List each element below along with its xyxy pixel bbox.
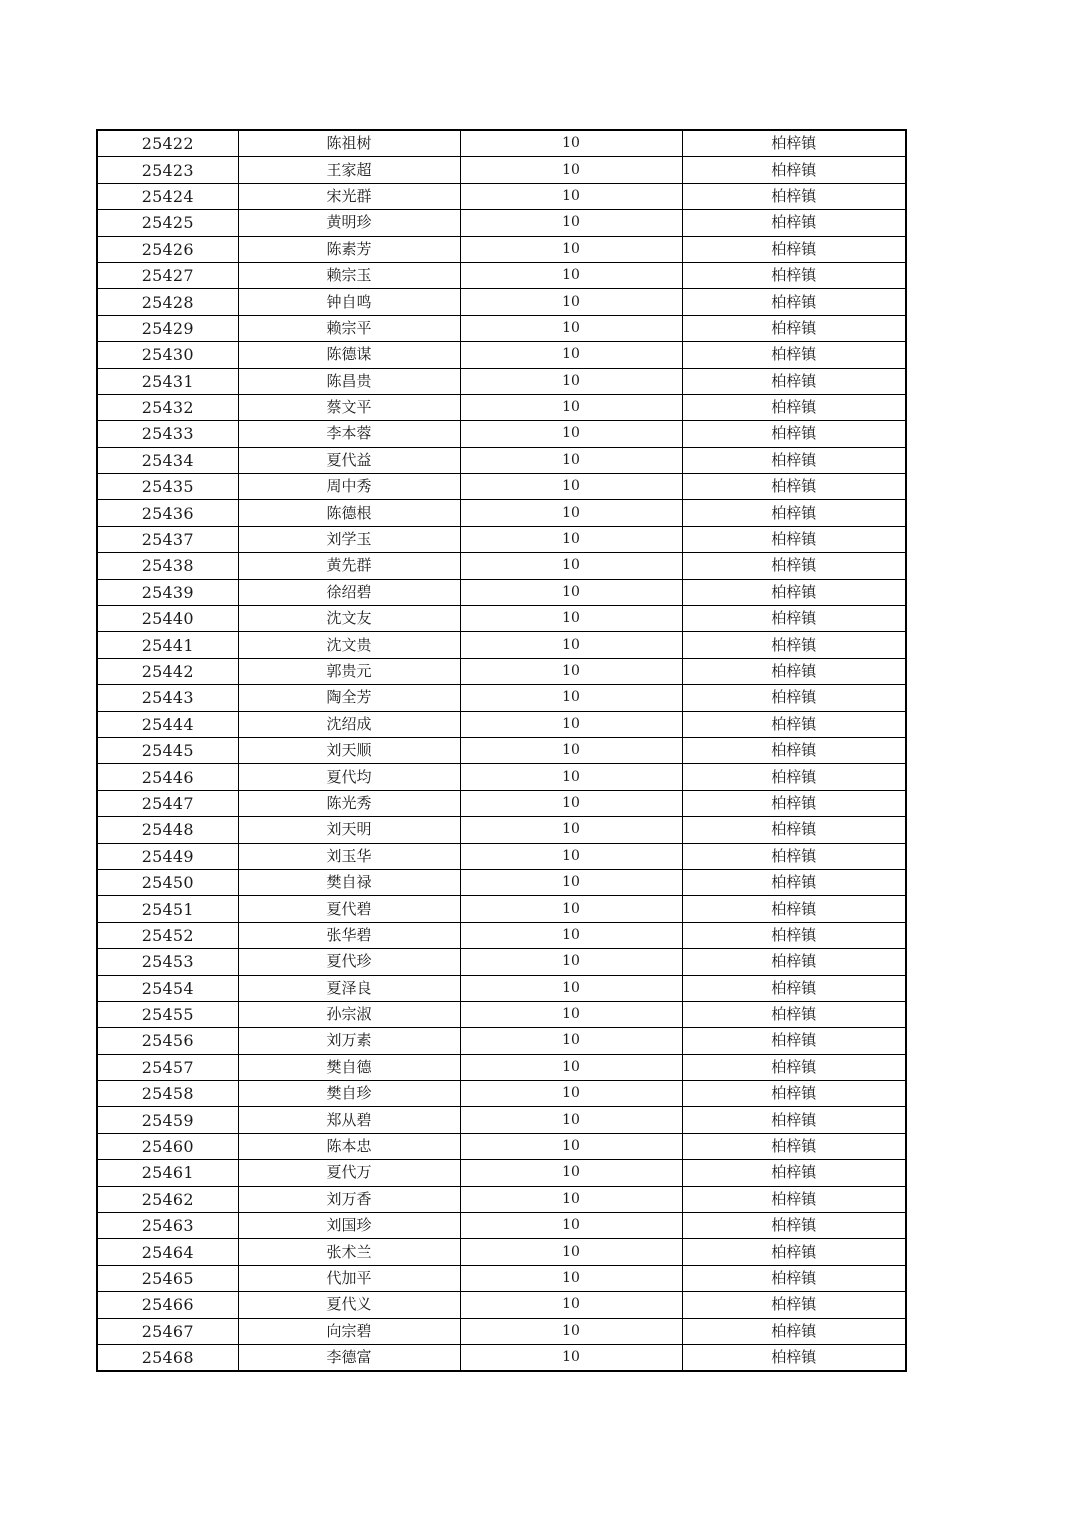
cell-amount: 10 xyxy=(460,1344,682,1371)
cell-name: 樊自禄 xyxy=(238,869,460,895)
cell-name: 张华碧 xyxy=(238,922,460,948)
cell-name: 沈文友 xyxy=(238,606,460,632)
cell-town: 柏梓镇 xyxy=(682,289,906,315)
cell-name: 陶全芳 xyxy=(238,685,460,711)
cell-amount: 10 xyxy=(460,342,682,368)
cell-town: 柏梓镇 xyxy=(682,790,906,816)
cell-name: 钟自鸣 xyxy=(238,289,460,315)
cell-amount: 10 xyxy=(460,183,682,209)
cell-name: 刘国珍 xyxy=(238,1213,460,1239)
cell-id: 25430 xyxy=(97,342,238,368)
cell-id: 25462 xyxy=(97,1186,238,1212)
cell-town: 柏梓镇 xyxy=(682,632,906,658)
cell-id: 25459 xyxy=(97,1107,238,1133)
cell-name: 周中秀 xyxy=(238,474,460,500)
cell-name: 沈文贵 xyxy=(238,632,460,658)
cell-name: 夏代碧 xyxy=(238,896,460,922)
cell-name: 赖宗玉 xyxy=(238,262,460,288)
cell-id: 25423 xyxy=(97,157,238,183)
cell-amount: 10 xyxy=(460,1213,682,1239)
cell-id: 25444 xyxy=(97,711,238,737)
cell-town: 柏梓镇 xyxy=(682,342,906,368)
table-row xyxy=(97,685,906,711)
table-row xyxy=(97,1292,906,1318)
cell-town: 柏梓镇 xyxy=(682,606,906,632)
cell-town: 柏梓镇 xyxy=(682,553,906,579)
cell-amount: 10 xyxy=(460,843,682,869)
table-row xyxy=(97,342,906,368)
cell-id: 25425 xyxy=(97,210,238,236)
cell-name: 夏泽良 xyxy=(238,975,460,1001)
table-row xyxy=(97,790,906,816)
table-row xyxy=(97,1133,906,1159)
cell-id: 25422 xyxy=(97,130,238,157)
cell-town: 柏梓镇 xyxy=(682,711,906,737)
cell-town: 柏梓镇 xyxy=(682,1344,906,1371)
cell-name: 郭贵元 xyxy=(238,658,460,684)
cell-id: 25443 xyxy=(97,685,238,711)
cell-name: 王家超 xyxy=(238,157,460,183)
table-row xyxy=(97,262,906,288)
cell-name: 徐绍碧 xyxy=(238,579,460,605)
cell-amount: 10 xyxy=(460,975,682,1001)
cell-amount: 10 xyxy=(460,817,682,843)
table-row xyxy=(97,1001,906,1027)
table-row xyxy=(97,817,906,843)
cell-amount: 10 xyxy=(460,1160,682,1186)
cell-id: 25467 xyxy=(97,1318,238,1344)
table-row xyxy=(97,1265,906,1291)
cell-amount: 10 xyxy=(460,394,682,420)
cell-amount: 10 xyxy=(460,711,682,737)
cell-town: 柏梓镇 xyxy=(682,843,906,869)
table-row xyxy=(97,421,906,447)
cell-name: 陈德根 xyxy=(238,500,460,526)
cell-id: 25457 xyxy=(97,1054,238,1080)
table-row xyxy=(97,1186,906,1212)
table-row xyxy=(97,553,906,579)
cell-town: 柏梓镇 xyxy=(682,1028,906,1054)
cell-amount: 10 xyxy=(460,474,682,500)
table-row xyxy=(97,579,906,605)
table-row xyxy=(97,130,906,157)
cell-town: 柏梓镇 xyxy=(682,1160,906,1186)
cell-id: 25431 xyxy=(97,368,238,394)
cell-name: 赖宗平 xyxy=(238,315,460,341)
cell-town: 柏梓镇 xyxy=(682,315,906,341)
cell-amount: 10 xyxy=(460,1292,682,1318)
cell-id: 25433 xyxy=(97,421,238,447)
cell-name: 刘学玉 xyxy=(238,526,460,552)
cell-amount: 10 xyxy=(460,421,682,447)
cell-amount: 10 xyxy=(460,685,682,711)
cell-id: 25455 xyxy=(97,1001,238,1027)
cell-amount: 10 xyxy=(460,606,682,632)
cell-town: 柏梓镇 xyxy=(682,922,906,948)
cell-town: 柏梓镇 xyxy=(682,1133,906,1159)
cell-name: 黄明珍 xyxy=(238,210,460,236)
table-row xyxy=(97,632,906,658)
table-row xyxy=(97,447,906,473)
cell-amount: 10 xyxy=(460,658,682,684)
cell-amount: 10 xyxy=(460,764,682,790)
cell-amount: 10 xyxy=(460,553,682,579)
data-table xyxy=(96,129,907,1372)
cell-id: 25466 xyxy=(97,1292,238,1318)
table-body xyxy=(97,130,906,1371)
cell-town: 柏梓镇 xyxy=(682,157,906,183)
table-row xyxy=(97,764,906,790)
cell-amount: 10 xyxy=(460,1133,682,1159)
cell-town: 柏梓镇 xyxy=(682,1265,906,1291)
table-row xyxy=(97,843,906,869)
cell-amount: 10 xyxy=(460,157,682,183)
cell-name: 孙宗淑 xyxy=(238,1001,460,1027)
table-row xyxy=(97,210,906,236)
cell-name: 宋光群 xyxy=(238,183,460,209)
cell-town: 柏梓镇 xyxy=(682,1054,906,1080)
cell-id: 25461 xyxy=(97,1160,238,1186)
cell-name: 夏代益 xyxy=(238,447,460,473)
table-row xyxy=(97,1239,906,1265)
cell-town: 柏梓镇 xyxy=(682,579,906,605)
cell-amount: 10 xyxy=(460,949,682,975)
cell-amount: 10 xyxy=(460,869,682,895)
cell-town: 柏梓镇 xyxy=(682,1107,906,1133)
cell-id: 25450 xyxy=(97,869,238,895)
cell-town: 柏梓镇 xyxy=(682,869,906,895)
cell-amount: 10 xyxy=(460,526,682,552)
table-row xyxy=(97,1344,906,1371)
table-row xyxy=(97,1213,906,1239)
cell-amount: 10 xyxy=(460,130,682,157)
cell-id: 25463 xyxy=(97,1213,238,1239)
cell-name: 黄先群 xyxy=(238,553,460,579)
cell-name: 夏代万 xyxy=(238,1160,460,1186)
table-row xyxy=(97,1028,906,1054)
cell-amount: 10 xyxy=(460,1081,682,1107)
cell-amount: 10 xyxy=(460,1001,682,1027)
cell-town: 柏梓镇 xyxy=(682,183,906,209)
cell-town: 柏梓镇 xyxy=(682,1318,906,1344)
table-row xyxy=(97,500,906,526)
table-row xyxy=(97,526,906,552)
cell-id: 25460 xyxy=(97,1133,238,1159)
cell-id: 25427 xyxy=(97,262,238,288)
cell-town: 柏梓镇 xyxy=(682,685,906,711)
cell-amount: 10 xyxy=(460,500,682,526)
cell-id: 25468 xyxy=(97,1344,238,1371)
cell-name: 陈祖树 xyxy=(238,130,460,157)
cell-id: 25458 xyxy=(97,1081,238,1107)
cell-amount: 10 xyxy=(460,632,682,658)
cell-id: 25452 xyxy=(97,922,238,948)
cell-id: 25432 xyxy=(97,394,238,420)
table-row xyxy=(97,1318,906,1344)
cell-id: 25436 xyxy=(97,500,238,526)
cell-id: 25434 xyxy=(97,447,238,473)
cell-town: 柏梓镇 xyxy=(682,817,906,843)
table-row xyxy=(97,975,906,1001)
table-row xyxy=(97,896,906,922)
cell-id: 25438 xyxy=(97,553,238,579)
cell-name: 刘天明 xyxy=(238,817,460,843)
cell-name: 夏代均 xyxy=(238,764,460,790)
cell-id: 25454 xyxy=(97,975,238,1001)
cell-name: 陈德谋 xyxy=(238,342,460,368)
cell-id: 25439 xyxy=(97,579,238,605)
table-row xyxy=(97,869,906,895)
cell-id: 25428 xyxy=(97,289,238,315)
cell-town: 柏梓镇 xyxy=(682,1186,906,1212)
cell-id: 25451 xyxy=(97,896,238,922)
cell-amount: 10 xyxy=(460,315,682,341)
cell-name: 刘万素 xyxy=(238,1028,460,1054)
cell-amount: 10 xyxy=(460,1186,682,1212)
table-row xyxy=(97,315,906,341)
cell-amount: 10 xyxy=(460,1107,682,1133)
cell-town: 柏梓镇 xyxy=(682,737,906,763)
cell-town: 柏梓镇 xyxy=(682,1081,906,1107)
cell-id: 25429 xyxy=(97,315,238,341)
cell-town: 柏梓镇 xyxy=(682,1001,906,1027)
cell-name: 向宗碧 xyxy=(238,1318,460,1344)
table-row xyxy=(97,1081,906,1107)
cell-amount: 10 xyxy=(460,1054,682,1080)
cell-amount: 10 xyxy=(460,737,682,763)
cell-name: 刘玉华 xyxy=(238,843,460,869)
cell-id: 25445 xyxy=(97,737,238,763)
cell-town: 柏梓镇 xyxy=(682,975,906,1001)
cell-name: 张术兰 xyxy=(238,1239,460,1265)
table-row xyxy=(97,606,906,632)
cell-id: 25465 xyxy=(97,1265,238,1291)
cell-name: 陈素芳 xyxy=(238,236,460,262)
table-row xyxy=(97,922,906,948)
cell-id: 25442 xyxy=(97,658,238,684)
cell-town: 柏梓镇 xyxy=(682,210,906,236)
cell-amount: 10 xyxy=(460,368,682,394)
cell-name: 夏代义 xyxy=(238,1292,460,1318)
cell-town: 柏梓镇 xyxy=(682,1239,906,1265)
table-row xyxy=(97,1107,906,1133)
cell-amount: 10 xyxy=(460,210,682,236)
cell-town: 柏梓镇 xyxy=(682,1292,906,1318)
cell-amount: 10 xyxy=(460,447,682,473)
cell-town: 柏梓镇 xyxy=(682,949,906,975)
cell-town: 柏梓镇 xyxy=(682,896,906,922)
table-row xyxy=(97,236,906,262)
table-row xyxy=(97,394,906,420)
table-row xyxy=(97,711,906,737)
cell-id: 25435 xyxy=(97,474,238,500)
cell-id: 25449 xyxy=(97,843,238,869)
cell-town: 柏梓镇 xyxy=(682,1213,906,1239)
cell-id: 25446 xyxy=(97,764,238,790)
cell-name: 刘万香 xyxy=(238,1186,460,1212)
cell-town: 柏梓镇 xyxy=(682,421,906,447)
cell-name: 陈昌贵 xyxy=(238,368,460,394)
cell-amount: 10 xyxy=(460,1239,682,1265)
cell-town: 柏梓镇 xyxy=(682,500,906,526)
cell-name: 李本蓉 xyxy=(238,421,460,447)
table-row xyxy=(97,368,906,394)
cell-amount: 10 xyxy=(460,579,682,605)
table-row xyxy=(97,737,906,763)
cell-name: 陈光秀 xyxy=(238,790,460,816)
cell-amount: 10 xyxy=(460,1265,682,1291)
cell-id: 25424 xyxy=(97,183,238,209)
cell-amount: 10 xyxy=(460,236,682,262)
cell-amount: 10 xyxy=(460,1318,682,1344)
cell-name: 李德富 xyxy=(238,1344,460,1371)
cell-town: 柏梓镇 xyxy=(682,262,906,288)
cell-name: 夏代珍 xyxy=(238,949,460,975)
cell-town: 柏梓镇 xyxy=(682,236,906,262)
cell-id: 25440 xyxy=(97,606,238,632)
cell-amount: 10 xyxy=(460,262,682,288)
cell-town: 柏梓镇 xyxy=(682,394,906,420)
cell-id: 25437 xyxy=(97,526,238,552)
cell-amount: 10 xyxy=(460,896,682,922)
cell-amount: 10 xyxy=(460,289,682,315)
cell-id: 25448 xyxy=(97,817,238,843)
cell-town: 柏梓镇 xyxy=(682,658,906,684)
table-row xyxy=(97,1054,906,1080)
cell-name: 郑从碧 xyxy=(238,1107,460,1133)
cell-town: 柏梓镇 xyxy=(682,474,906,500)
cell-name: 刘天顺 xyxy=(238,737,460,763)
cell-id: 25441 xyxy=(97,632,238,658)
cell-town: 柏梓镇 xyxy=(682,447,906,473)
cell-amount: 10 xyxy=(460,922,682,948)
table-row xyxy=(97,183,906,209)
cell-amount: 10 xyxy=(460,790,682,816)
cell-id: 25456 xyxy=(97,1028,238,1054)
cell-town: 柏梓镇 xyxy=(682,526,906,552)
cell-town: 柏梓镇 xyxy=(682,130,906,157)
table-row xyxy=(97,1160,906,1186)
cell-amount: 10 xyxy=(460,1028,682,1054)
cell-id: 25426 xyxy=(97,236,238,262)
table-row xyxy=(97,949,906,975)
table-row xyxy=(97,474,906,500)
cell-town: 柏梓镇 xyxy=(682,764,906,790)
cell-name: 樊自珍 xyxy=(238,1081,460,1107)
cell-id: 25453 xyxy=(97,949,238,975)
cell-name: 代加平 xyxy=(238,1265,460,1291)
cell-name: 樊自德 xyxy=(238,1054,460,1080)
table-row xyxy=(97,658,906,684)
cell-name: 陈本忠 xyxy=(238,1133,460,1159)
cell-town: 柏梓镇 xyxy=(682,368,906,394)
table-row xyxy=(97,289,906,315)
cell-id: 25447 xyxy=(97,790,238,816)
cell-id: 25464 xyxy=(97,1239,238,1265)
cell-name: 沈绍成 xyxy=(238,711,460,737)
cell-name: 蔡文平 xyxy=(238,394,460,420)
table-row xyxy=(97,157,906,183)
